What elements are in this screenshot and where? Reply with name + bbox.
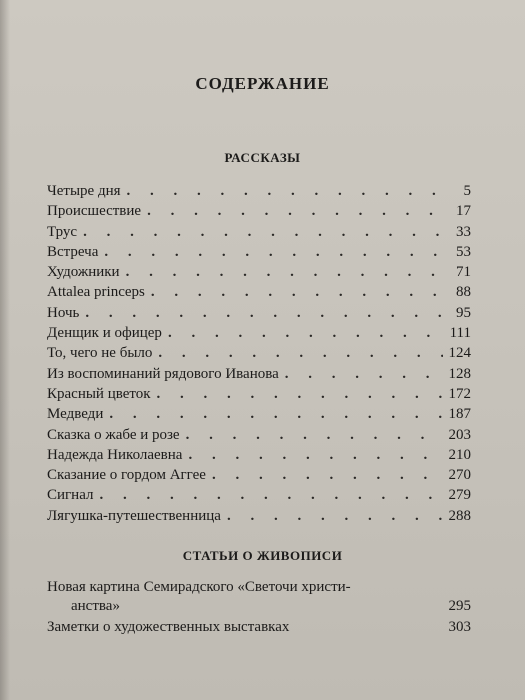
section-title-stories: РАССКАЗЫ — [224, 150, 301, 165]
entry-page: 71 — [456, 264, 471, 281]
toc-entry[interactable] — [47, 222, 471, 242]
toc-entry[interactable] — [47, 242, 471, 262]
dot-leader — [127, 181, 443, 201]
entry-page: 53 — [456, 243, 471, 260]
entry-title: Красный цветок — [47, 385, 151, 402]
entry-page: 95 — [456, 304, 471, 321]
dot-leader — [85, 303, 443, 323]
entry-title: Сказание о гордом Аггее — [47, 467, 206, 484]
dot-leader — [212, 465, 443, 485]
entry-title: Сказка о жабе и розе — [47, 426, 180, 443]
toc-entry[interactable] — [47, 364, 471, 384]
entry-page: 288 — [448, 507, 471, 524]
dot-leader — [83, 222, 443, 242]
dot-leader — [104, 242, 443, 262]
entry-page: 128 — [448, 365, 471, 382]
entry-page: 270 — [448, 467, 471, 484]
entry-title: Происшествие — [47, 203, 142, 220]
entry-page: 295 — [448, 598, 471, 614]
toc-entry[interactable] — [47, 425, 471, 445]
entry-page: 33 — [456, 223, 471, 240]
entry-title: Медведи — [47, 406, 104, 423]
section-title-articles: СТАТЬИ О ЖИВОПИСИ — [182, 548, 343, 563]
entry-page: 172 — [448, 385, 471, 402]
toc-entry[interactable] — [47, 303, 471, 323]
dot-leader — [186, 425, 443, 445]
dot-leader — [147, 201, 443, 221]
toc-entry[interactable] — [47, 201, 471, 221]
entry-title: Денщик и офицер — [47, 325, 162, 342]
toc-entry[interactable] — [47, 181, 471, 201]
entry-title — [47, 578, 441, 616]
dot-leader — [151, 282, 443, 302]
entry-title: Из воспоминаний рядового Иванова — [47, 365, 279, 382]
entry-page: 210 — [448, 446, 471, 463]
dot-leader — [168, 323, 443, 343]
toc-entry[interactable] — [47, 384, 471, 404]
entry-title-line2: анства» — [71, 598, 120, 614]
entry-page: 303 — [448, 619, 471, 635]
dot-leader — [109, 404, 442, 424]
toc-entry[interactable] — [47, 618, 471, 637]
dot-leader — [188, 445, 442, 465]
dot-leader — [227, 506, 443, 526]
entry-page: 124 — [448, 345, 471, 362]
toc-entry[interactable] — [47, 506, 471, 526]
toc-entry[interactable] — [47, 485, 471, 505]
entry-page: 187 — [448, 406, 471, 423]
dot-leader — [100, 485, 443, 505]
articles-list — [47, 578, 471, 637]
entry-page: 5 — [463, 183, 471, 199]
entry-page: 111 — [449, 325, 471, 342]
toc-entry[interactable] — [47, 323, 471, 343]
stories-list — [47, 181, 471, 526]
entry-title: Attalea princeps — [47, 284, 145, 301]
contents-heading: СОДЕРЖАНИЕ — [195, 74, 330, 93]
toc-entry[interactable] — [47, 578, 471, 616]
toc-entry[interactable] — [47, 343, 471, 363]
entry-title: Четыре дня — [47, 183, 121, 199]
entry-title: Заметки о художественных выставках — [47, 619, 290, 635]
entry-title: То, чего не было — [47, 345, 153, 362]
entry-page: 203 — [448, 426, 471, 443]
entry-page: 17 — [456, 203, 471, 220]
toc-entry[interactable] — [47, 262, 471, 282]
entry-title: Лягушка-путешественница — [47, 507, 221, 524]
toc-entry[interactable] — [47, 465, 471, 485]
toc-entry[interactable] — [47, 445, 471, 465]
entry-page: 279 — [448, 487, 471, 504]
entry-title: Ночь — [47, 304, 80, 321]
toc-entry[interactable] — [47, 282, 471, 302]
entry-title: Надежда Николаевна — [47, 446, 183, 463]
page-fold-shadow — [0, 0, 10, 700]
entry-title: Встреча — [47, 243, 99, 260]
toc-entry[interactable] — [47, 404, 471, 424]
entry-title-line1: Новая картина Семирадского «Светочи христи- — [47, 579, 351, 595]
dot-leader — [285, 364, 443, 384]
dot-leader — [157, 384, 443, 404]
entry-title: Сигнал — [47, 487, 94, 504]
entry-title: Художники — [47, 264, 120, 281]
entry-title: Трус — [47, 223, 78, 240]
dot-leader — [126, 262, 443, 282]
entry-page: 88 — [456, 284, 471, 301]
dot-leader — [158, 343, 442, 363]
